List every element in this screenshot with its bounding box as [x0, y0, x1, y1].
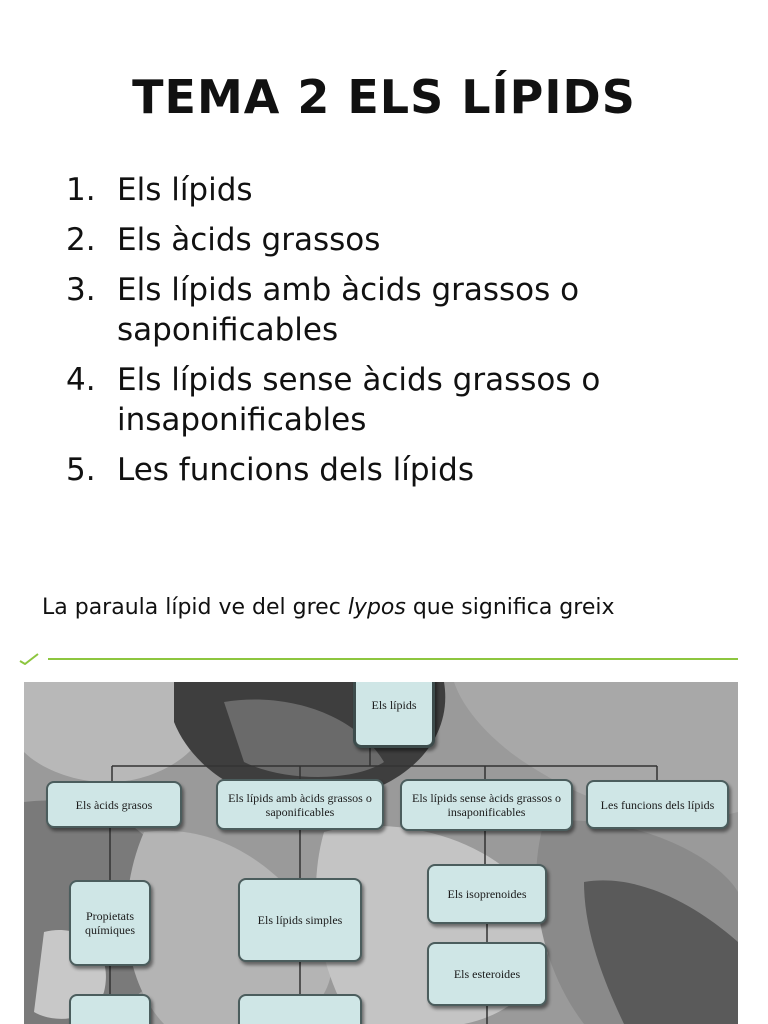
toc-number: 4. [66, 362, 96, 398]
toc-number: 5. [66, 452, 96, 488]
diagram-node-funcions: Les funcions dels lípids [586, 780, 729, 829]
toc-text: Les funcions dels lípids [117, 452, 474, 488]
diagram-image [24, 682, 738, 1024]
toc-text: Els lípids amb àcids grassos o saponificables [117, 272, 580, 348]
toc-number: 3. [66, 272, 96, 308]
page-title: TEMA 2 ELS LÍPIDS [132, 70, 636, 124]
divider-line [48, 658, 738, 660]
diagram-node-propietats: Propietats químiques [69, 880, 151, 966]
check-mark-icon [18, 651, 40, 665]
diagram-node-root: Els lípids [353, 682, 435, 748]
toc-number: 1. [66, 172, 96, 208]
table-of-contents [66, 170, 626, 500]
diagram-node-esteroides: Els esteroides [427, 942, 547, 1006]
toc-text: Els lípids [117, 172, 253, 208]
toc-item [66, 270, 626, 350]
intro-before: La paraula lípid ve del grec [42, 595, 348, 620]
toc-item [66, 360, 626, 440]
diagram-node-isoprenoides: Els isoprenoides [427, 864, 547, 924]
diagram-node-saponificables: Els lípids amb àcids grassos o saponificables [216, 779, 384, 830]
intro-after: que significa greix [405, 595, 615, 620]
toc-item [66, 170, 626, 210]
diagram-node-simples: Els lípids simples [238, 878, 362, 962]
diagram-node-acids: Els àcids grasos [46, 781, 182, 828]
intro-sentence [42, 595, 615, 620]
diagram-node-insaponificables: Els lípids sense àcids grassos o insaponificables [400, 779, 573, 831]
diagram-node-partial-left [69, 994, 151, 1024]
toc-item [66, 450, 626, 490]
toc-text: Els lípids sense àcids grassos o insaponificables [117, 362, 601, 438]
diagram-node-partial-middle [238, 994, 362, 1024]
intro-term: lypos [347, 595, 406, 620]
toc-item [66, 220, 626, 260]
toc-text: Els àcids grassos [117, 222, 381, 258]
toc-number: 2. [66, 222, 96, 258]
